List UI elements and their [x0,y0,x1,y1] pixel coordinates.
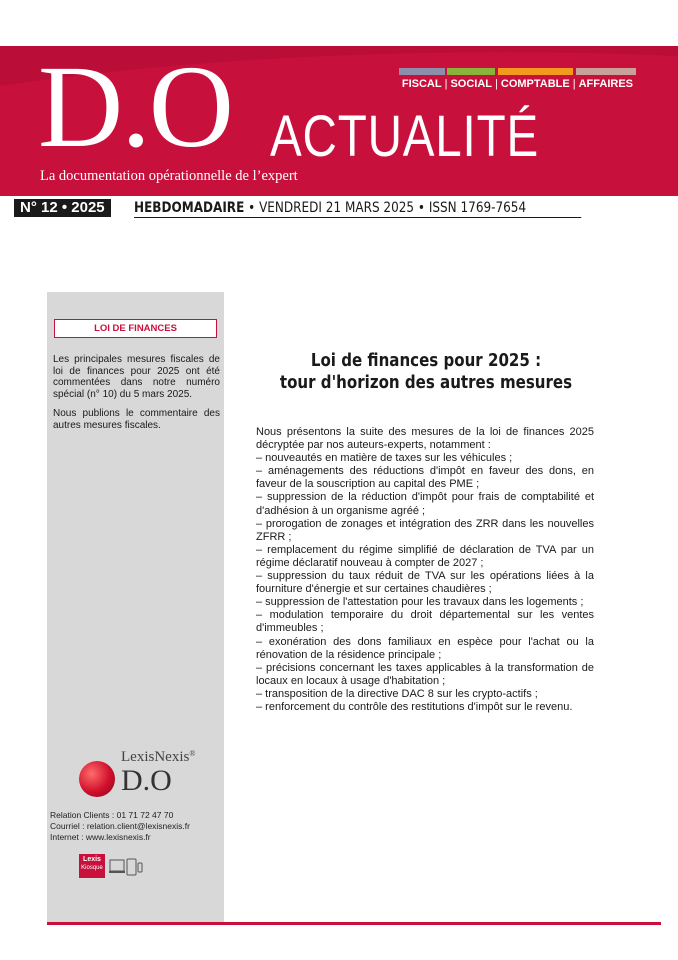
masthead [0,46,678,196]
article-line: – suppression de l'attestation pour les travaux dans les logements ; [256,596,584,609]
issue-info [134,199,581,218]
issue-number: N° 12 • 2025 [14,199,111,217]
article-line: – suppression de la réduction d'impôt pour frais de comptabilité et d'adhésion à un organisme agréé ; [256,491,594,517]
kiosque-line2: Kiosque [81,865,103,871]
contact-email: Courriel : relation.client@lexisnexis.fr [50,821,190,831]
lexis-kiosque-logo [79,854,105,878]
issue-frequency: HEBDOMADAIRE [134,200,245,216]
article-line: – modulation temporaire du droit départemental sur les ventes d'immeubles ; [256,609,594,635]
article-body [256,426,594,714]
contact-phone: Relation Clients : 01 71 72 47 70 [50,810,174,820]
article-line: – transposition de la directive DAC 8 sur les crypto-actifs ; [256,687,538,700]
article-line: Nous présentons la suite des mesures de la loi de finances 2025 décryptée par nos auteurs-experts, notamment : [256,426,594,452]
bullet: • [248,200,256,216]
section-nav: FISCAL | SOCIAL | COMPTABLE | AFFAIRES [399,68,636,90]
article-line: – remplacement du régime simplifié de déclaration de TVA par un régime déclaratif nouveau à compter de 2027 ; [256,543,594,569]
section-fiscal [399,68,445,90]
sidebar [47,292,224,924]
contact-info [50,810,190,843]
article-line: – exonération des dons familiaux en espèce pour l'achat ou la rénovation de la résidence principale ; [256,635,594,661]
article-line: – nouveautés en matière de taxes sur les véhicules ; [256,452,513,465]
issue-line [0,196,678,220]
publisher-name: LexisNexis [121,749,190,765]
contact-website: Internet : www.lexisnexis.fr [50,832,151,842]
article-line: – prorogation de zonages et intégration des ZRR dans les nouvelles ZFRR ; [256,517,594,543]
article-title [273,350,579,394]
section-label: COMPTABLE [500,78,570,90]
article-title-line1: Loi de finances pour 2025 : [310,351,542,371]
issue-date: VENDREDI 21 MARS 2025 [259,200,415,216]
article-line: – aménagements des réductions d'impôt en faveur des dons, en faveur de la souscription au capital des PME ; [256,465,594,491]
sidebar-paragraph: Nous publions le commentaire des autres mesures fiscales. [53,408,220,431]
sidebar-paragraph: Les principales mesures fiscales de loi de finances pour 2025 ont été commentées dans notre numéro spécial (n° 10) du 5 mars 2025. [53,354,220,400]
logo-actualite: ACTUALITÉ [270,104,540,169]
article-title-line2: tour d'horizon des autres mesures [279,373,573,393]
article-line: – suppression du taux réduit de TVA sur les opérations liées à la fourniture d'énergie et sur certaines chaudières ; [256,570,594,596]
tagline: La documentation opérationnelle de l’expert [40,168,298,184]
section-label: AFFAIRES [578,78,633,90]
section-comptable [498,68,573,90]
kiosque-line1: Lexis [83,856,101,863]
issue-issn: ISSN 1769-7654 [428,200,527,216]
devices-icon [109,857,143,877]
rubric-label: LOI DE FINANCES [94,323,177,334]
article-line: – précisions concernant les taxes applicables à la transformation de locaux en locaux à usage d'habitation ; [256,661,594,687]
section-label: SOCIAL [450,78,493,90]
article-line: – renforcement du contrôle des restitutions d'impôt sur le revenu. [256,700,573,713]
section-social [447,68,495,90]
registered-mark: ® [189,749,196,758]
section-label: FISCAL [401,78,442,90]
lexisnexis-globe-icon [79,761,115,797]
lexisnexis-logo [77,747,197,799]
lexisnexis-product: D.O [121,764,172,797]
bottom-rule [47,922,661,925]
bullet: • [417,200,426,216]
rubric-box [54,319,217,338]
sidebar-text [53,354,220,439]
logo-do: D.O [38,46,232,172]
section-affaires [576,68,636,90]
